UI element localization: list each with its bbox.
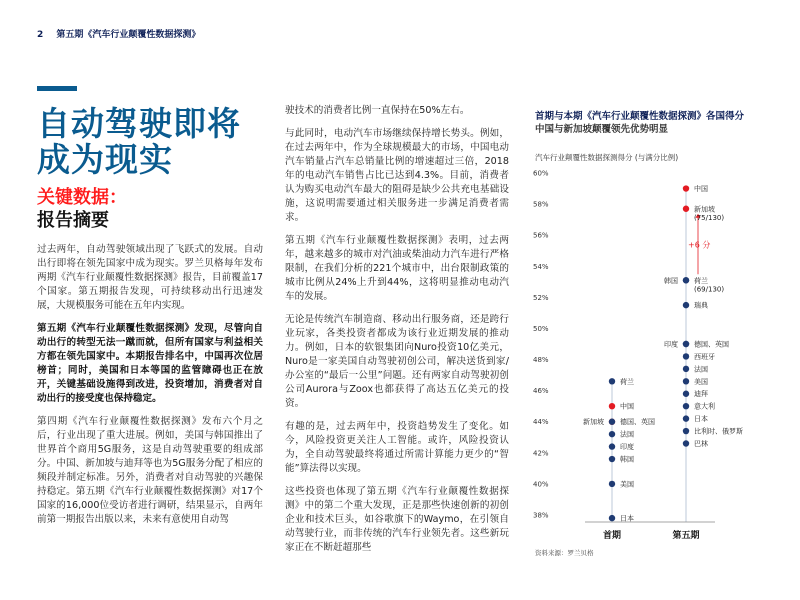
first-issue-point-label: 德国、英国 (620, 418, 655, 427)
chart-title-line1: 首期与本期《汽车行业颠覆性数据探测》各国得分 (535, 111, 745, 122)
fifth-issue-point-label: 新加坡 (694, 205, 715, 214)
y-tick-label: 60% (533, 169, 549, 178)
fifth-issue-point-label: 荷兰 (694, 276, 708, 285)
body-column-2 (285, 104, 509, 564)
paragraph: 驶技术的消费者比例一直保持在50%左右。 (285, 105, 470, 116)
y-tick-label: 52% (533, 293, 549, 302)
fifth-issue-point (683, 391, 689, 397)
subtitle-key-data: 关键数据： (37, 187, 127, 208)
fifth-issue-point (683, 353, 689, 359)
fifth-issue-point (683, 277, 689, 283)
fifth-issue-point (683, 185, 689, 191)
first-issue-point (609, 403, 615, 409)
first-issue-point-label: 美国 (620, 480, 634, 489)
x-tick-label-first: 首期 (602, 531, 622, 541)
x-tick-label-fifth: 第五期 (672, 531, 700, 541)
fifth-issue-point-label: 瑞典 (694, 301, 708, 310)
first-issue-point-label: 中国 (620, 402, 634, 411)
fifth-issue-point-note: (75/130) (694, 213, 725, 222)
page-header (37, 27, 200, 40)
fifth-issue-point-label: 巴林 (694, 439, 708, 448)
y-tick-label: 54% (533, 262, 549, 271)
paragraph: 第五期《汽车行业颠覆性数据探测》表明，过去两年，越来越多的城市对汽油或柴油动力汽车进行严格限制，在我们分析的221个城市中，出台限制政策的城市比例从24%上升到44%，这将明显推动电动汽车的发展。 (285, 235, 509, 302)
body-column-1 (37, 243, 263, 536)
first-issue-point (609, 431, 615, 437)
fifth-issue-point-note: (69/130) (694, 285, 725, 294)
y-tick-label: 58% (533, 200, 549, 209)
score-chart (525, 160, 790, 545)
fifth-issue-point (683, 403, 689, 409)
paragraph: 过去两年，自动驾驶领域出现了飞跃式的发展。自动出行即将在领先国家中成为现实。罗兰贝格每年发布两期《汽车行业颠覆性数据探测》报告，目前覆盖17个国家。第五期报告发现，可持续移动出行迅速发展，大规模服务可能在五年内实现。 (37, 244, 263, 311)
fifth-issue-point (683, 415, 689, 421)
y-tick-label: 38% (533, 511, 549, 520)
first-issue-point (609, 378, 615, 384)
y-tick-label: 56% (533, 231, 549, 240)
y-tick-label: 40% (533, 480, 549, 489)
first-issue-point (609, 419, 615, 425)
fifth-issue-point-label: 法国 (694, 365, 708, 374)
subtitle-summary: 报告摘要 (37, 210, 109, 231)
fifth-issue-point-label: 美国 (694, 377, 708, 386)
y-tick-label: 46% (533, 387, 549, 396)
fifth-issue-point-label: 西班牙 (694, 352, 715, 361)
article-title: 自动驾驶即将成为现实 (37, 104, 241, 179)
fifth-issue-point (683, 366, 689, 372)
accent-line (37, 86, 77, 91)
fifth-issue-point-label: 印度 (664, 340, 678, 349)
paragraph: 有趣的是，过去两年中，投资趋势发生了变化。如今，风险投资更关注人工智能。或许，风险投资认为，全自动驾驶最终将通过所需计算能力更少的“智能”算法得以实现。 (285, 421, 509, 474)
y-tick-label: 50% (533, 324, 549, 333)
chart-title (535, 110, 744, 136)
y-tick-label: 48% (533, 356, 549, 365)
chart-ylabel: 汽车行业颠覆性数据探测得分 (与满分比例) (535, 153, 679, 162)
first-issue-point (609, 481, 615, 487)
paragraph: 这些投资也体现了第五期《汽车行业颠覆性数据探测》中的第二个重大发现，正是那些快速创新的初创企业和技术巨头，如谷歌旗下的Waymo，在引领自动驾驶行业，而非传统的汽车行业领先者。这些新玩家正在不断赶超那些 (285, 486, 509, 553)
first-issue-point-label: 韩国 (620, 455, 634, 464)
first-issue-point-label: 日本 (620, 514, 634, 523)
header-title: 第五期《汽车行业颠覆性数据探测》 (56, 30, 201, 40)
first-issue-point-label: 新加坡 (583, 418, 604, 427)
fifth-issue-point (683, 378, 689, 384)
paragraph-highlight: 第五期《汽车行业颠覆性数据探测》发现，尽管向自动出行的转型无法一蹴而就，但所有国家与利益相关方都在领先国家中。本期报告排名中，中国再次位居榜首；同时，美国和日本等国的监管障碍也正在放开，关键基础设施得到改进，投资增加，消费者对自动出行的接受度也保持稳定。 (37, 323, 263, 404)
fifth-issue-point-label: 韩国 (664, 276, 678, 285)
fifth-issue-point-label: 迪拜 (694, 390, 708, 399)
fifth-issue-point (683, 428, 689, 434)
y-tick-label: 42% (533, 449, 549, 458)
fifth-issue-point (683, 302, 689, 308)
first-issue-point (609, 456, 615, 462)
fifth-issue-point (683, 440, 689, 446)
fifth-issue-point-label: 意大利 (694, 402, 715, 411)
first-issue-point (609, 515, 615, 521)
fifth-issue-point-label: 德国、英国 (694, 340, 729, 349)
chart-source: 资料来源：罗兰贝格 (535, 549, 594, 557)
first-issue-point-label: 印度 (620, 443, 634, 452)
fifth-issue-point (683, 206, 689, 212)
fifth-issue-point (683, 341, 689, 347)
first-issue-point-label: 荷兰 (620, 377, 634, 386)
paragraph: 无论是传统汽车制造商、移动出行服务商，还是跨行业玩家，各类投资者都成为该行业近期发展的推动力。例如，日本的软银集团向Nuro投资10亿美元，Nuro是一家美国自动驾驶初创公司，解决送货到家/办公室的“最后一公里”问题。还有两家自动驾驶初创公司Aurora与Zoox也都获得了高达五亿美元的投资。 (285, 314, 509, 409)
fifth-issue-point-label: 日本 (694, 415, 708, 424)
paragraph: 与此同时，电动汽车市场继续保持增长势头。例如，在过去两年中，作为全球规模最大的市场，中国电动汽车销量占汽车总销量比例的增速超过三倍，2018年的电动汽车销售占比已达到4.3%。目前，消费者认为购买电动汽车最大的阻碍是缺少公共充电基础设施，这说明需要通过相关服务进一步满足消费者需求。 (285, 128, 509, 223)
fifth-issue-point-label: 比利时、俄罗斯 (694, 427, 743, 436)
gain-annotation-label: +6 分 (688, 240, 711, 250)
paragraph: 第四期《汽车行业颠覆性数据探测》发布六个月之后，行业出现了重大进展。例如，美国与韩国推出了世界首个商用5G服务，这是自动驾驶重要的组成部分。中国、新加坡与迪拜等也为5G服务分配了相应的频段并制定标准。另外，消费者对自动驾驶的兴趣保持稳定。第五期《汽车行业颠覆性数据探测》对17个国家的16,000位受访者进行调研，结果显示，自两年前第一期报告出版以来，未来有意使用自动驾 (37, 416, 263, 525)
first-issue-point-label: 法国 (620, 430, 634, 439)
first-issue-point (609, 443, 615, 449)
fifth-issue-point-label: 中国 (694, 185, 708, 194)
chart-title-line2: 中国与新加坡颠覆领先优势明显 (535, 124, 669, 135)
page-number: 2 (37, 30, 44, 40)
y-tick-label: 44% (533, 418, 549, 427)
